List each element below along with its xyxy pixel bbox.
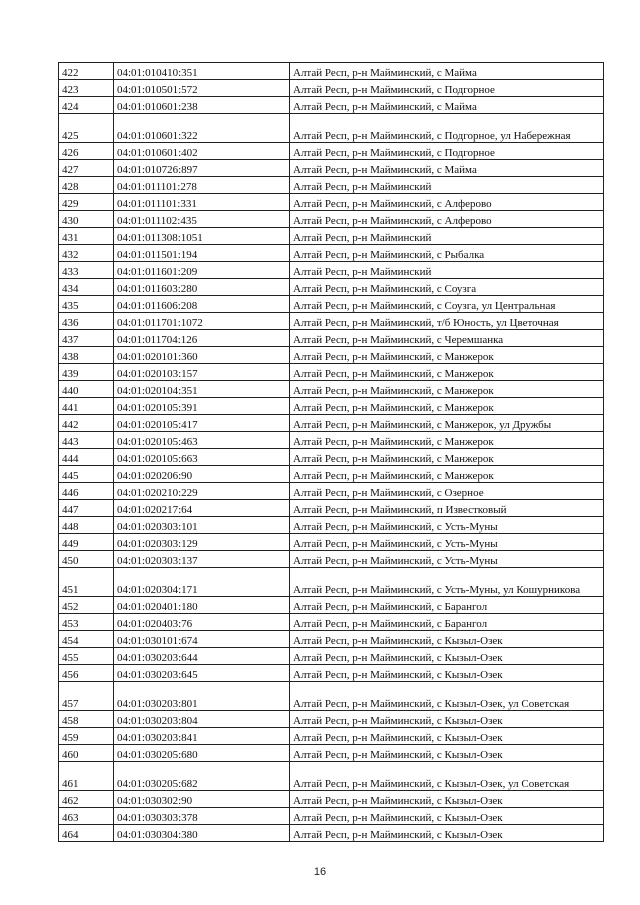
row-number-cell: 435 [59,296,114,313]
row-number-cell: 461 [59,762,114,791]
row-number-cell: 431 [59,228,114,245]
table-row [59,432,604,449]
table-row [59,762,604,791]
row-number-cell: 448 [59,517,114,534]
table-row [59,682,604,711]
cadastral-number-cell: 04:01:011704:126 [114,330,290,347]
row-number-cell: 423 [59,80,114,97]
row-number-cell: 449 [59,534,114,551]
row-number-cell: 428 [59,177,114,194]
table-row [59,80,604,97]
row-number-cell: 437 [59,330,114,347]
table-row [59,631,604,648]
row-number-cell: 457 [59,682,114,711]
row-number-cell: 425 [59,114,114,143]
row-number-cell: 439 [59,364,114,381]
address-cell: Алтай Респ, р-н Майминский, с Кызыл-Озек [290,711,604,728]
table-row [59,245,604,262]
table-row [59,614,604,631]
table-row [59,211,604,228]
page-number: 16 [313,866,327,878]
row-number-cell: 427 [59,160,114,177]
row-number-cell: 445 [59,466,114,483]
table-row [59,648,604,665]
address-cell: Алтай Респ, р-н Майминский, с Кызыл-Озек [290,808,604,825]
address-cell: Алтай Респ, р-н Майминский, с Алферово [290,211,604,228]
row-number-cell: 444 [59,449,114,466]
cadastral-number-cell: 04:01:020217:64 [114,500,290,517]
address-cell: Алтай Респ, р-н Майминский, с Алферово [290,194,604,211]
table-body [59,63,604,842]
cadastral-number-cell: 04:01:030203:841 [114,728,290,745]
address-cell: Алтай Респ, р-н Майминский [290,262,604,279]
table-row [59,597,604,614]
table-row [59,97,604,114]
address-cell: Алтай Респ, р-н Майминский, с Барангол [290,614,604,631]
row-number-cell: 447 [59,500,114,517]
address-cell: Алтай Респ, р-н Майминский, с Майма [290,63,604,80]
row-number-cell: 462 [59,791,114,808]
cadastral-number-cell: 04:01:010601:402 [114,143,290,160]
table-row [59,296,604,313]
cadastral-number-cell: 04:01:020101:360 [114,347,290,364]
row-number-cell: 453 [59,614,114,631]
cadastral-number-cell: 04:01:030304:380 [114,825,290,842]
row-number-cell: 434 [59,279,114,296]
cadastral-number-cell: 04:01:010410:351 [114,63,290,80]
address-cell: Алтай Респ, р-н Майминский, п Известковый [290,500,604,517]
table-row [59,364,604,381]
address-cell: Алтай Респ, р-н Майминский, с Манжерок [290,364,604,381]
address-cell: Алтай Респ, р-н Майминский, с Кызыл-Озек [290,648,604,665]
cadastral-number-cell: 04:01:020105:463 [114,432,290,449]
address-cell: Алтай Респ, р-н Майминский, с Кызыл-Озек, ул Советская [290,682,604,711]
row-number-cell: 455 [59,648,114,665]
table-row [59,728,604,745]
address-cell: Алтай Респ, р-н Майминский [290,177,604,194]
address-cell: Алтай Респ, р-н Майминский [290,228,604,245]
table-row [59,398,604,415]
cadastral-number-cell: 04:01:030303:378 [114,808,290,825]
cadastral-number-cell: 04:01:030203:801 [114,682,290,711]
address-cell: Алтай Респ, р-н Майминский, с Барангол [290,597,604,614]
table-row [59,745,604,762]
table-row [59,262,604,279]
cadastral-number-cell: 04:01:020105:663 [114,449,290,466]
address-cell: Алтай Респ, р-н Майминский, с Рыбалка [290,245,604,262]
cadastral-number-cell: 04:01:020401:180 [114,597,290,614]
address-cell: Алтай Респ, р-н Майминский, с Манжерок [290,449,604,466]
row-number-cell: 426 [59,143,114,160]
address-cell: Алтай Респ, р-н Майминский, с Майма [290,160,604,177]
table-row [59,483,604,500]
address-cell: Алтай Респ, р-н Майминский, с Манжерок, ул Дружбы [290,415,604,432]
row-number-cell: 463 [59,808,114,825]
cadastral-number-cell: 04:01:020105:391 [114,398,290,415]
address-cell: Алтай Респ, р-н Майминский, с Манжерок [290,347,604,364]
row-number-cell: 422 [59,63,114,80]
address-cell: Алтай Респ, р-н Майминский, с Манжерок [290,432,604,449]
cadastral-number-cell: 04:01:011101:278 [114,177,290,194]
row-number-cell: 459 [59,728,114,745]
cadastral-number-cell: 04:01:020303:101 [114,517,290,534]
cadastral-number-cell: 04:01:011102:435 [114,211,290,228]
row-number-cell: 436 [59,313,114,330]
row-number-cell: 442 [59,415,114,432]
table-row [59,347,604,364]
cadastral-number-cell: 04:01:011701:1072 [114,313,290,330]
table-row [59,534,604,551]
row-number-cell: 424 [59,97,114,114]
table-row [59,466,604,483]
row-number-cell: 464 [59,825,114,842]
table-row [59,381,604,398]
cadastral-number-cell: 04:01:011308:1051 [114,228,290,245]
row-number-cell: 432 [59,245,114,262]
address-cell: Алтай Респ, р-н Майминский, с Манжерок [290,381,604,398]
table-row [59,228,604,245]
cadastral-number-cell: 04:01:011101:331 [114,194,290,211]
cadastral-number-cell: 04:01:020103:157 [114,364,290,381]
address-cell: Алтай Респ, р-н Майминский, т/б Юность, ул Цветочная [290,313,604,330]
row-number-cell: 438 [59,347,114,364]
cadastral-number-cell: 04:01:030205:680 [114,745,290,762]
address-cell: Алтай Респ, р-н Майминский, с Кызыл-Озек, ул Советская [290,762,604,791]
row-number-cell: 440 [59,381,114,398]
table-row [59,665,604,682]
cadastral-number-cell: 04:01:010601:238 [114,97,290,114]
table-row [59,825,604,842]
row-number-cell: 429 [59,194,114,211]
row-number-cell: 450 [59,551,114,568]
cadastral-number-cell: 04:01:020105:417 [114,415,290,432]
address-cell: Алтай Респ, р-н Майминский, с Кызыл-Озек [290,745,604,762]
cadastral-number-cell: 04:01:011603:280 [114,279,290,296]
table-row [59,568,604,597]
row-number-cell: 456 [59,665,114,682]
address-cell: Алтай Респ, р-н Майминский, с Кызыл-Озек [290,728,604,745]
address-cell: Алтай Респ, р-н Майминский, с Соузга, ул Центральная [290,296,604,313]
address-cell: Алтай Респ, р-н Майминский, с Манжерок [290,398,604,415]
table-row [59,415,604,432]
table-row [59,711,604,728]
table-row [59,160,604,177]
row-number-cell: 430 [59,211,114,228]
table-row [59,517,604,534]
land-parcel-table [58,62,604,842]
table-row [59,330,604,347]
address-cell: Алтай Респ, р-н Майминский, с Подгорное [290,143,604,160]
cadastral-number-cell: 04:01:020104:351 [114,381,290,398]
address-cell: Алтай Респ, р-н Майминский, с Усть-Муны [290,517,604,534]
table-row [59,143,604,160]
row-number-cell: 446 [59,483,114,500]
address-cell: Алтай Респ, р-н Майминский, с Кызыл-Озек [290,665,604,682]
table-row [59,114,604,143]
address-cell: Алтай Респ, р-н Майминский, с Озерное [290,483,604,500]
table-row [59,63,604,80]
cadastral-number-cell: 04:01:011601:209 [114,262,290,279]
cadastral-number-cell: 04:01:020210:229 [114,483,290,500]
address-cell: Алтай Респ, р-н Майминский, с Черемшанка [290,330,604,347]
cadastral-number-cell: 04:01:030203:645 [114,665,290,682]
table-row [59,449,604,466]
cadastral-number-cell: 04:01:030203:644 [114,648,290,665]
address-cell: Алтай Респ, р-н Майминский, с Майма [290,97,604,114]
table-row [59,313,604,330]
cadastral-number-cell: 04:01:020206:90 [114,466,290,483]
cadastral-number-cell: 04:01:011606:208 [114,296,290,313]
address-cell: Алтай Респ, р-н Майминский, с Кызыл-Озек [290,631,604,648]
table-row [59,808,604,825]
cadastral-number-cell: 04:01:020303:129 [114,534,290,551]
address-cell: Алтай Респ, р-н Майминский, с Манжерок [290,466,604,483]
cadastral-number-cell: 04:01:010726:897 [114,160,290,177]
cadastral-number-cell: 04:01:010501:572 [114,80,290,97]
row-number-cell: 443 [59,432,114,449]
row-number-cell: 433 [59,262,114,279]
address-cell: Алтай Респ, р-н Майминский, с Соузга [290,279,604,296]
cadastral-number-cell: 04:01:011501:194 [114,245,290,262]
address-cell: Алтай Респ, р-н Майминский, с Усть-Муны [290,551,604,568]
table-row [59,194,604,211]
row-number-cell: 441 [59,398,114,415]
cadastral-number-cell: 04:01:010601:322 [114,114,290,143]
cadastral-number-cell: 04:01:030205:682 [114,762,290,791]
table-row [59,791,604,808]
table-row [59,551,604,568]
address-cell: Алтай Респ, р-н Майминский, с Кызыл-Озек [290,825,604,842]
cadastral-number-cell: 04:01:030101:674 [114,631,290,648]
address-cell: Алтай Респ, р-н Майминский, с Усть-Муны [290,534,604,551]
cadastral-number-cell: 04:01:020304:171 [114,568,290,597]
row-number-cell: 451 [59,568,114,597]
table-row [59,177,604,194]
address-cell: Алтай Респ, р-н Майминский, с Подгорное [290,80,604,97]
row-number-cell: 454 [59,631,114,648]
table-row [59,279,604,296]
table-row [59,500,604,517]
address-cell: Алтай Респ, р-н Майминский, с Кызыл-Озек [290,791,604,808]
row-number-cell: 452 [59,597,114,614]
cadastral-number-cell: 04:01:020303:137 [114,551,290,568]
address-cell: Алтай Респ, р-н Майминский, с Подгорное, ул Набережная [290,114,604,143]
cadastral-number-cell: 04:01:030302:90 [114,791,290,808]
row-number-cell: 460 [59,745,114,762]
cadastral-number-cell: 04:01:030203:804 [114,711,290,728]
address-cell: Алтай Респ, р-н Майминский, с Усть-Муны, ул Кошурникова [290,568,604,597]
row-number-cell: 458 [59,711,114,728]
cadastral-number-cell: 04:01:020403:76 [114,614,290,631]
